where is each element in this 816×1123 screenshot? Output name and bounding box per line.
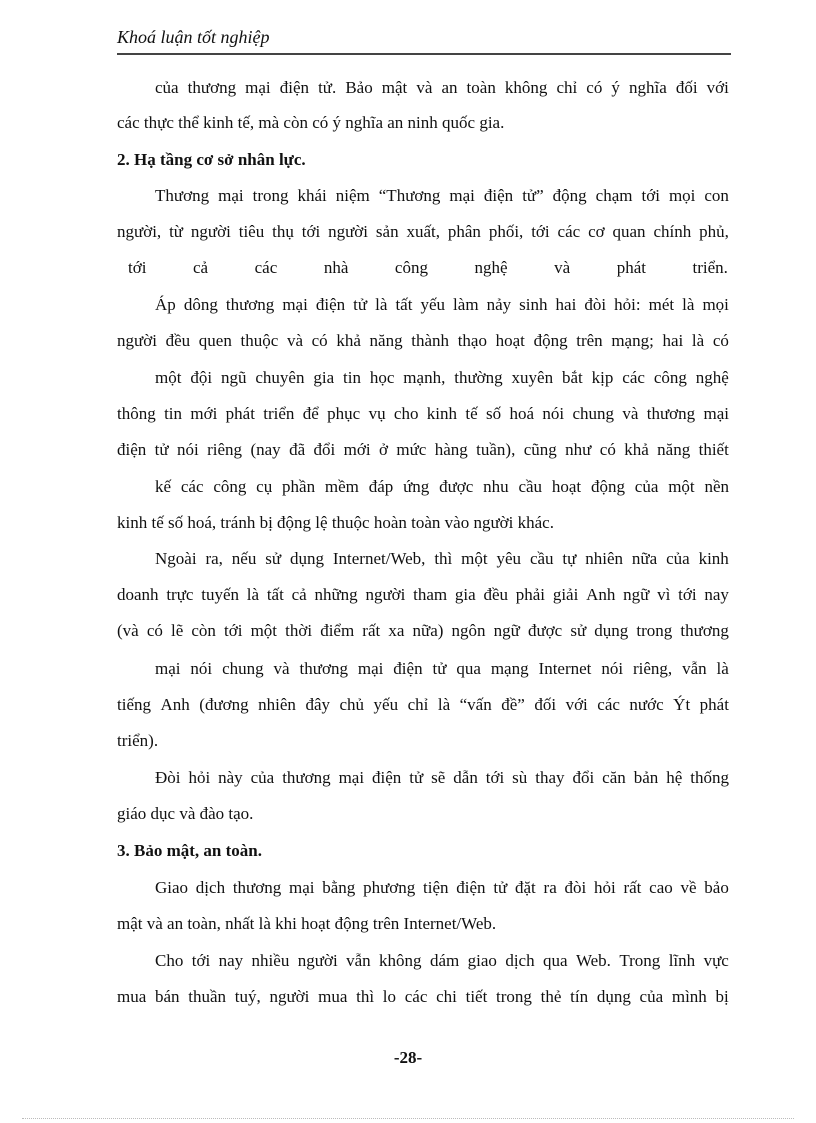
word: phát: [616, 258, 646, 277]
word: triển.: [692, 258, 728, 277]
text-line: các thực thể kinh tế, mà còn có ý nghĩa an ninh quốc gia.: [117, 113, 505, 132]
word: cả: [192, 258, 209, 277]
text-line: thông tin mới phát triển để phục vụ cho kinh tế số hoá nói chung và thương mại: [117, 404, 729, 423]
page-number: -28-: [393, 1048, 423, 1067]
text-line: Cho tới nay nhiều người vẫn không dám giao dịch qua Web. Trong lĩnh vực: [155, 951, 729, 970]
text-line: triển).: [117, 731, 159, 750]
text-line: doanh trực tuyến là tất cả những người tham gia đều phải giải Anh ngữ vì tới nay: [117, 585, 729, 604]
text-line: mật và an toàn, nhất là khi hoạt động trên Internet/Web.: [117, 914, 497, 933]
page-bottom-divider: [22, 1118, 794, 1119]
text-line: điện tử nói riêng (nay đã đổi mới ở mức hàng tuần), cũng như có khả năng thiết: [117, 440, 729, 459]
word: và: [554, 258, 571, 277]
text-line: người đều quen thuộc và có khả năng thành thạo hoạt động trên mạng; hai là có: [117, 331, 729, 350]
text-line: Thương mại trong khái niệm “Thương mại điện tử” động chạm tới mọi con: [155, 186, 729, 205]
text-line: [128, 258, 728, 278]
text-line: mại nói chung và thương mại điện tử qua mạng Internet nói riêng, vẫn là: [155, 659, 729, 678]
word: các: [254, 258, 278, 277]
text-line: một đội ngũ chuyên gia tin học mạnh, thường xuyên bắt kịp các công nghệ: [155, 368, 729, 387]
word: nhà: [323, 258, 349, 277]
text-line: của thương mại điện tử. Bảo mật và an toàn không chỉ có ý nghĩa đối với: [155, 78, 729, 97]
text-line: (và có lẽ còn tới một thời điểm rất xa nữa) ngôn ngữ được sử dụng trong thương: [117, 621, 729, 640]
text-line: Áp dông thương mại điện tử là tất yếu làm nảy sinh hai đòi hỏi: mét là mọi: [155, 295, 729, 314]
text-line: Đòi hỏi này của thương mại điện tử sẽ dẫn tới sù thay đổi căn bản hệ thống: [155, 768, 729, 787]
text-line: người, từ người tiêu thụ tới người sản xuất, phân phối, tới các cơ quan chính phủ,: [117, 222, 729, 241]
text-line: giáo dục và đào tạo.: [117, 804, 254, 823]
word: nghệ: [474, 258, 508, 277]
text-line: kinh tế số hoá, tránh bị động lệ thuộc hoàn toàn vào người khác.: [117, 513, 554, 532]
section-heading: 2. Hạ tầng cơ sở nhân lực.: [117, 150, 306, 169]
text-line: Giao dịch thương mại bằng phương tiện điện tử đặt ra đòi hỏi rất cao về bảo: [155, 878, 729, 897]
word: công: [394, 258, 428, 277]
text-line: mua bán thuần tuý, người mua thì lo các chi tiết trong thẻ tín dụng của mình bị: [117, 987, 729, 1006]
text-line: Ngoài ra, nếu sử dụng Internet/Web, thì một yêu cầu tự nhiên nữa của kinh: [155, 549, 729, 568]
text-line: tiếng Anh (đương nhiên đây chủ yếu chỉ là “vấn đề” đối với các nước Ýt phát: [117, 695, 729, 714]
word: tới: [128, 258, 147, 277]
text-line: kế các công cụ phần mềm đáp ứng được nhu cầu hoạt động của một nền: [155, 477, 729, 496]
section-heading: 3. Bảo mật, an toàn.: [117, 841, 262, 860]
page-header: Khoá luận tốt nghiệp: [117, 24, 731, 55]
